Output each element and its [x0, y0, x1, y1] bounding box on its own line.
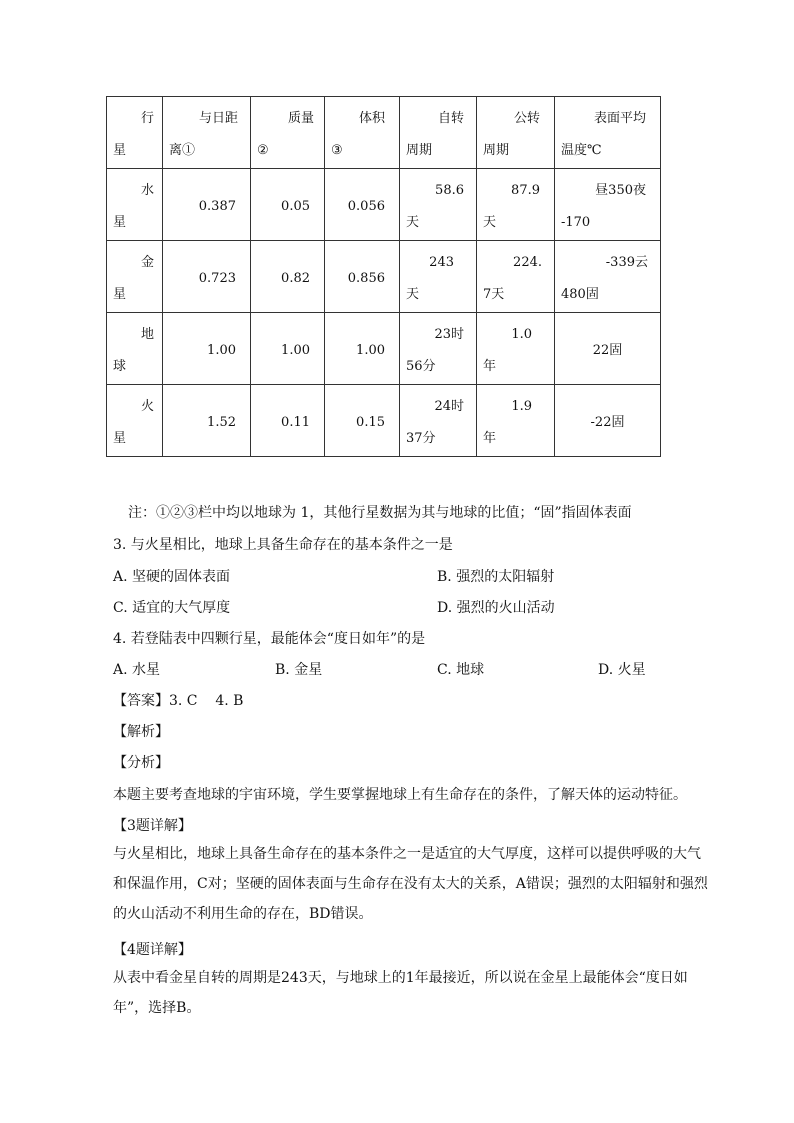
rotation-cell: 58.6 天: [400, 169, 477, 241]
distance-cell: 1.00: [163, 313, 251, 385]
revolution-cell: 224. 7天: [477, 241, 555, 313]
volume-cell: 0.856: [325, 241, 400, 313]
rotation-cell: 243 天: [400, 241, 477, 313]
question-4-option-a: A. 水星: [113, 662, 161, 678]
header-distance: 与日距 离①: [163, 97, 251, 169]
volume-cell: 0.056: [325, 169, 400, 241]
question-3-option-a: A. 坚硬的固体表面: [113, 569, 231, 585]
question-4-stem: 4. 若登陆表中四颗行星，最能体会“度日如年”的是: [113, 631, 426, 647]
volume-cell: 1.00: [325, 313, 400, 385]
mass-cell: 1.00: [251, 313, 325, 385]
rotation-cell: 23时 56分: [400, 313, 477, 385]
table-note: 注：①②③栏中均以地球为 1，其他行星数据为其与地球的比值；“固”指固体表面: [128, 505, 632, 521]
mass-cell: 0.05: [251, 169, 325, 241]
header-planet: 行 星: [107, 97, 163, 169]
planet-data-table: [106, 96, 661, 457]
planet-name: 火 星: [107, 385, 163, 457]
header-rotation: 自转 周期: [400, 97, 477, 169]
distance-cell: 0.723: [163, 241, 251, 313]
revolution-cell: 1.0 年: [477, 313, 555, 385]
table-row-mars: [107, 385, 661, 457]
temperature-cell: -22固: [555, 385, 661, 457]
header-volume: 体积 ③: [325, 97, 400, 169]
planet-name: 水 星: [107, 169, 163, 241]
temperature-cell: 昼350夜 -170: [555, 169, 661, 241]
temperature-cell: 22固: [555, 313, 661, 385]
header-temperature: 表面平均 温度℃: [555, 97, 661, 169]
rotation-cell: 24时 37分: [400, 385, 477, 457]
q4-detail-heading: 【4题详解】: [113, 942, 192, 958]
table-row-mercury: [107, 169, 661, 241]
header-revolution: 公转 周期: [477, 97, 555, 169]
question-3-option-c: C. 适宜的大气厚度: [113, 600, 231, 616]
table-header-row: [107, 97, 661, 169]
question-3-stem: 3. 与火星相比，地球上具备生命存在的基本条件之一是: [113, 537, 453, 553]
mass-cell: 0.82: [251, 241, 325, 313]
table-row-earth: [107, 313, 661, 385]
mass-cell: 0.11: [251, 385, 325, 457]
planet-name: 金 星: [107, 241, 163, 313]
answer-line: 【答案】3. C 4. B: [113, 693, 244, 709]
planet-name: 地 球: [107, 313, 163, 385]
revolution-cell: 1.9 年: [477, 385, 555, 457]
table-row-venus: [107, 241, 661, 313]
q3-detail-heading: 【3题详解】: [113, 818, 192, 834]
question-4-option-b: B. 金星: [275, 662, 323, 678]
question-3-option-b: B. 强烈的太阳辐射: [437, 569, 555, 585]
question-4-option-c: C. 地球: [437, 662, 485, 678]
analysis-heading: 【解析】: [113, 724, 169, 740]
q4-detail-text: 从表中看金星自转的周期是243天，与地球上的1年最接近，所以说在金星上最能体会“度日如年”，选择B。: [113, 970, 688, 1016]
fenxi-text: 本题主要考查地球的宇宙环境，学生要掌握地球上有生命存在的条件，了解天体的运动特征。: [113, 787, 687, 803]
distance-cell: 0.387: [163, 169, 251, 241]
question-3-option-d: D. 强烈的火山活动: [437, 600, 555, 616]
temperature-cell: -339云 480固: [555, 241, 661, 313]
question-4-option-d: D. 火星: [598, 662, 646, 678]
volume-cell: 0.15: [325, 385, 400, 457]
revolution-cell: 87.9 天: [477, 169, 555, 241]
header-mass: 质量 ②: [251, 97, 325, 169]
q3-detail-text: 与火星相比，地球上具备生命存在的基本条件之一是适宜的大气厚度，这样可以提供呼吸的大气和保温作用，C对；坚硬的固体表面与生命存在没有太大的关系，A错误；强烈的太阳辐射和强烈的火山活动不利用生命的存在，BD错误。: [113, 846, 708, 922]
fenxi-heading: 【分析】: [113, 755, 169, 771]
distance-cell: 1.52: [163, 385, 251, 457]
